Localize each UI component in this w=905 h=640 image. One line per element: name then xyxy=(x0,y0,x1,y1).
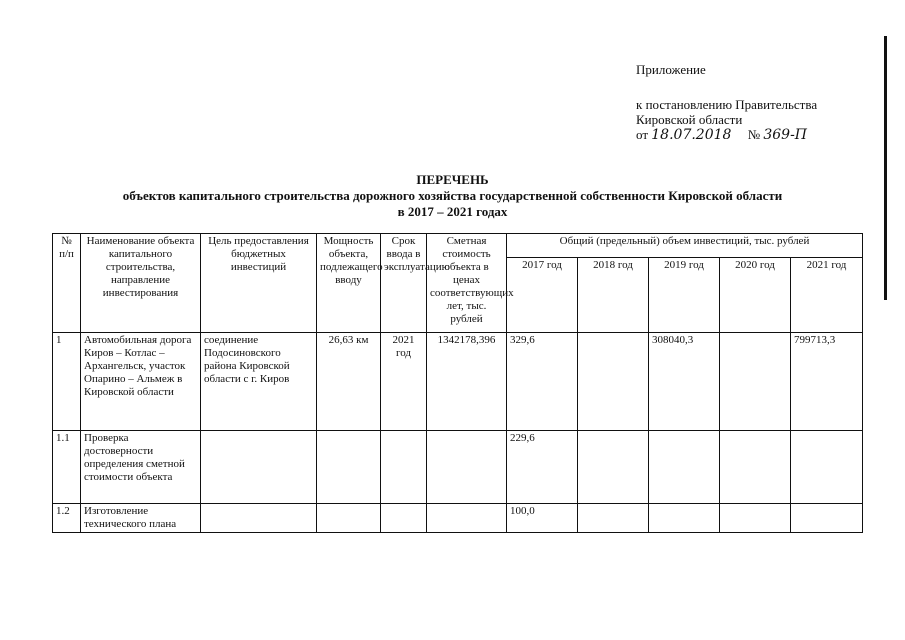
cell-name: Автомобильная дорога Киров – Котлас – Архангельск, участок Опарино – Альмеж в Кировской области xyxy=(81,333,201,431)
appendix-title: Приложение xyxy=(636,62,706,77)
cell-year-value: 308040,3 xyxy=(649,333,720,431)
header-year: 2018 год xyxy=(578,258,649,333)
cell-year-value xyxy=(720,333,791,431)
header-year: 2021 год xyxy=(791,258,863,333)
cell-name: Проверка достоверности определения сметной стоимости объекта xyxy=(81,431,201,504)
cell-purpose xyxy=(201,504,317,533)
cell-num: 1 xyxy=(53,333,81,431)
appendix-decree-line-1: к постановлению Правительства xyxy=(636,97,818,112)
cell-year-value xyxy=(578,431,649,504)
header-year: 2017 год xyxy=(507,258,578,333)
header-capacity: Мощность объекта, подлежащего вводу xyxy=(317,234,381,333)
header-num: № п/п xyxy=(53,234,81,333)
cell-purpose: соединение Подосиновского района Кировской области с г. Киров xyxy=(201,333,317,431)
cell-year-value: 100,0 xyxy=(507,504,578,533)
header-year: 2019 год xyxy=(649,258,720,333)
date-prefix: от xyxy=(636,127,649,142)
cell-year-value xyxy=(720,431,791,504)
cell-year-value xyxy=(578,504,649,533)
cell-year-value: 229,6 xyxy=(507,431,578,504)
table-row xyxy=(53,504,863,533)
document-heading xyxy=(0,172,905,220)
cell-num: 1.2 xyxy=(53,504,81,533)
cell-purpose xyxy=(201,431,317,504)
cell-cost xyxy=(427,431,507,504)
handwritten-number: 369-П xyxy=(763,127,808,143)
appendix-block xyxy=(636,62,817,143)
cell-year-value: 329,6 xyxy=(507,333,578,431)
cell-term: 2021 год xyxy=(381,333,427,431)
header-year: 2020 год xyxy=(720,258,791,333)
number-prefix: № xyxy=(747,127,761,142)
cell-term xyxy=(381,504,427,533)
cell-cost xyxy=(427,504,507,533)
appendix-decree-line-2: Кировской области xyxy=(636,112,743,127)
cell-cost: 1342178,396 xyxy=(427,333,507,431)
cell-term xyxy=(381,431,427,504)
header-name: Наименование объекта капитального строительства, направление инвестирования xyxy=(81,234,201,333)
appendix-date-number xyxy=(636,127,817,143)
header-total-investment: Общий (предельный) объем инвестиций, тыс. рублей xyxy=(507,234,863,258)
table-header-row xyxy=(53,234,863,258)
cell-capacity xyxy=(317,431,381,504)
cell-year-value xyxy=(649,504,720,533)
page-edge-bar xyxy=(884,36,887,300)
cell-year-value xyxy=(649,431,720,504)
heading-period: в 2017 – 2021 годах xyxy=(397,204,508,219)
cell-year-value xyxy=(791,504,863,533)
cell-year-value xyxy=(791,431,863,504)
header-term: Срок ввода в эксплуатацию xyxy=(381,234,427,333)
table-row xyxy=(53,333,863,431)
table-row xyxy=(53,431,863,504)
heading-title: ПЕРЕЧЕНЬ xyxy=(416,172,489,187)
cell-num: 1.1 xyxy=(53,431,81,504)
cell-capacity: 26,63 км xyxy=(317,333,381,431)
heading-subtitle: объектов капитального строительства дорожного хозяйства государственной собственности Кировской области xyxy=(122,188,783,203)
cell-name: Изготовление технического плана xyxy=(81,504,201,533)
cell-capacity xyxy=(317,504,381,533)
header-purpose: Цель предоставления бюджетных инвестиций xyxy=(201,234,317,333)
cell-year-value xyxy=(578,333,649,431)
cell-year-value xyxy=(720,504,791,533)
handwritten-date: 18.07.2018 xyxy=(651,127,732,143)
investment-table xyxy=(52,233,863,533)
cell-year-value: 799713,3 xyxy=(791,333,863,431)
header-cost: Сметная стоимость объекта в ценах соответствующих лет, тыс. рублей xyxy=(427,234,507,333)
